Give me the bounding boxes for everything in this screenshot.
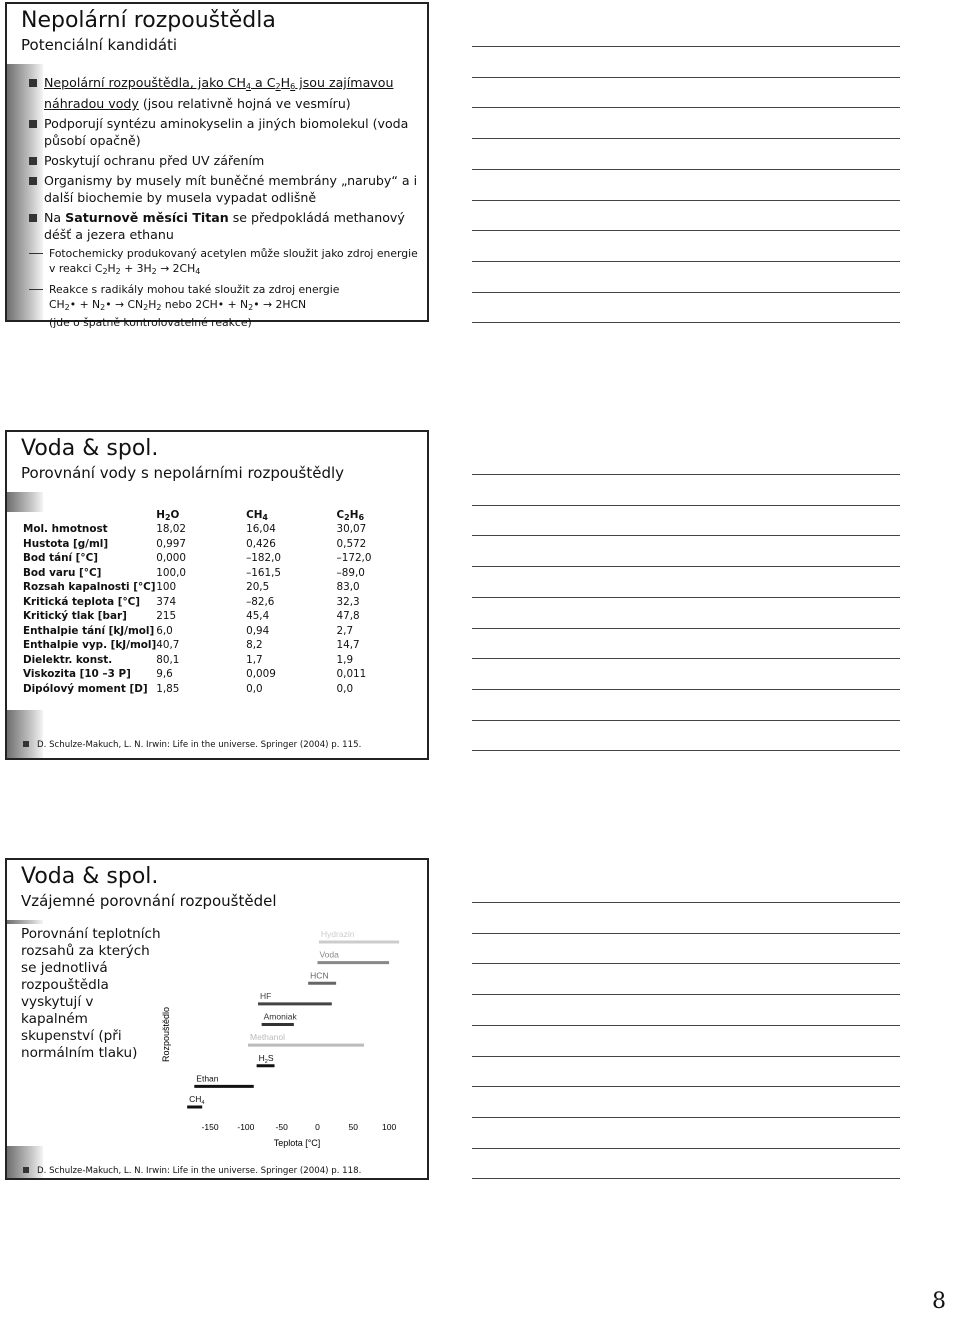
reference-note: D. Schulze-Makuch, L. N. Irwin: Life in the universe. Springer (2004) p. 115. (23, 740, 361, 750)
row-value: 0,009 (246, 668, 276, 681)
row-value: –182,0 (246, 552, 282, 565)
table-row (23, 595, 427, 610)
table-row (23, 551, 427, 566)
row-value: 1,85 (156, 682, 180, 695)
row-value: 2,7 (336, 624, 354, 637)
row-value: 20,5 (246, 581, 270, 594)
x-tick-label: -150 (201, 1122, 219, 1132)
row-label: Dielektr. konst. (23, 653, 113, 666)
row-value: 18,02 (156, 523, 186, 536)
table-row (23, 537, 427, 552)
note-line (472, 933, 900, 934)
row-value: 14,7 (336, 639, 360, 652)
bar-ch4 (187, 1106, 202, 1109)
row-value: –89,0 (336, 566, 365, 579)
note-line (472, 994, 900, 995)
slide-subtitle: Potenciální kandidáti (21, 36, 178, 54)
row-value: 0,94 (246, 624, 270, 637)
row-value: 100 (156, 581, 177, 594)
bar-label-methanol: Methanol (250, 1032, 285, 1043)
row-value: 0,0 (336, 682, 354, 695)
row-value: 0,011 (336, 668, 367, 681)
bar-amoniak (262, 1023, 294, 1026)
note-line (472, 474, 900, 475)
row-value: 30,07 (336, 523, 367, 536)
row-value: 83,0 (336, 581, 360, 594)
note-line (472, 230, 900, 231)
table-row (23, 609, 427, 624)
note-line (472, 1056, 900, 1057)
note-line (472, 1148, 900, 1149)
note-line (472, 535, 900, 536)
y-axis-label: Rozpouštědlo (161, 1006, 171, 1062)
bar-methanol (248, 1044, 364, 1047)
slide-voda-vzajemne (5, 858, 429, 1180)
slide-title: Voda & spol. (21, 864, 159, 889)
table-row (23, 682, 427, 697)
slide-decoration-bar (7, 920, 43, 924)
bar-hydrazin (319, 941, 399, 944)
row-value: 6,0 (156, 624, 173, 637)
slide-voda-porovnani (5, 430, 429, 760)
row-value: 80,1 (156, 653, 180, 666)
table-body (23, 522, 427, 696)
note-line (472, 46, 900, 47)
bar-label-voda: Voda (319, 949, 339, 960)
bar-hf (258, 1002, 332, 1005)
bullet-uv: Poskytují ochranu před UV zářením (27, 152, 421, 169)
note-line (472, 597, 900, 598)
x-axis-label: Teplota [°C] (273, 1138, 321, 1148)
row-value: 32,3 (336, 595, 360, 608)
bar-label-ch4: $CH_4$ (189, 1094, 205, 1106)
page-number: 8 (932, 1289, 946, 1314)
row-value: 100,0 (156, 566, 186, 579)
note-line (472, 689, 900, 690)
bullet-nepolarni: Nepolární rozpouštědla, jako $CH_4$ a $C_2H_6$ jsou zajímavou náhradou vody (jsou relativně hojná ve vesmíru) (27, 74, 421, 112)
row-label: Hustota [g/ml] (23, 537, 109, 550)
note-line (472, 1025, 900, 1026)
row-value: 0,000 (156, 552, 186, 565)
row-value: 0,426 (246, 537, 276, 550)
note-line (472, 658, 900, 659)
note-line (472, 963, 900, 964)
row-label: Rozsah kapalnosti [°C] (23, 581, 156, 594)
row-value: 40,7 (156, 639, 180, 652)
slide-subtitle: Vzájemné porovnání rozpouštědel (21, 892, 277, 910)
header-ch4: $CH_4$ (246, 509, 268, 522)
row-value: –82,6 (246, 595, 275, 608)
note-line (472, 292, 900, 293)
row-value: 1,9 (336, 653, 354, 666)
table-row (23, 653, 427, 668)
note-line (472, 138, 900, 139)
note-line (472, 1117, 900, 1118)
row-label: Kritický tlak [bar] (23, 610, 127, 623)
bar-label-hf: HF (260, 990, 272, 1001)
table-row (23, 580, 427, 595)
row-value: 0,997 (156, 537, 186, 550)
liquid-range-chart (147, 912, 417, 1152)
bar-label-h2s: $H_2S$ (258, 1052, 274, 1065)
row-value: 215 (156, 610, 177, 623)
row-label: Dipólový moment [D] (23, 682, 148, 695)
note-line (472, 200, 900, 201)
bullet-titan: Na Saturnově měsíci Titan se předpokládá methanový déšť a jezera ethanu (27, 209, 421, 243)
row-label: Kritická teplota [°C] (23, 595, 141, 608)
table-header-row (23, 502, 427, 522)
bullet-syntezu: Podporují syntézu aminokyselin a jiných biomolekul (voda působí opačně) (27, 115, 421, 149)
note-line (472, 1178, 900, 1179)
bar-voda (317, 961, 389, 964)
table-row (23, 638, 427, 653)
row-value: 47,8 (336, 610, 360, 623)
row-value: 8,2 (246, 639, 263, 652)
row-label: Bod varu [°C] (23, 566, 102, 579)
note-line (472, 169, 900, 170)
row-value: –161,5 (246, 566, 282, 579)
note-line (472, 77, 900, 78)
dash-acetylen: Fotochemicky produkovaný acetylen může sloužit jako zdroj energie v reakci $C_2H_2 + 3H_2 \to 2CH_4$ (27, 246, 421, 279)
bar-ethan (194, 1085, 253, 1088)
header-blank (23, 502, 156, 522)
bar-label-amoniak: Amoniak (263, 1011, 297, 1022)
header-c2h6: $C_2H_6$ (336, 509, 365, 522)
table-row (23, 522, 427, 537)
table-row (23, 667, 427, 682)
row-label: Bod tání [°C] (23, 552, 98, 565)
row-value: 45,4 (246, 610, 270, 623)
row-label: Enthalpie tání [kJ/mol] (23, 624, 155, 637)
table-row (23, 566, 427, 581)
slide-decoration-bar-bottom (7, 710, 43, 758)
bar-hcn (308, 982, 336, 985)
slide-title: Voda & spol. (21, 436, 159, 461)
row-value: 0,0 (246, 682, 263, 695)
x-tick-label: -50 (275, 1122, 288, 1132)
slide-description: Porovnání teplotních rozsahů za kterých se jednotlivá rozpouštědla vyskytují v kapalném skupenství (při normálním tlaku) (21, 926, 161, 1061)
note-line (472, 261, 900, 262)
x-tick-label: -100 (237, 1122, 255, 1132)
note-line (472, 566, 900, 567)
x-tick-label: 100 (382, 1122, 397, 1132)
bar-label-ethan: Ethan (196, 1073, 219, 1084)
bar-label-hydrazin: Hydrazin (320, 929, 355, 939)
note-line (472, 505, 900, 506)
x-tick-label: 0 (315, 1122, 320, 1132)
table-row (23, 624, 427, 639)
bar-label-hcn: HCN (310, 970, 329, 981)
note-line (472, 902, 900, 903)
row-value: 9,6 (156, 668, 173, 681)
properties-table (23, 502, 427, 696)
row-label: Viskozita [10 –3 P] (23, 668, 131, 681)
note-line (472, 720, 900, 721)
x-tick-label: 50 (348, 1122, 359, 1132)
bullet-membrany: Organismy by musely mít buněčné membrány „naruby“ a i další biochemie by musela vypadat odlišně (27, 172, 421, 206)
row-label: Enthalpie vyp. [kJ/mol] (23, 639, 157, 652)
note-line (472, 628, 900, 629)
row-value: 1,7 (246, 653, 263, 666)
slide-subtitle: Porovnání vody s nepolárními rozpouštědly (21, 464, 345, 482)
row-value: 16,04 (246, 523, 276, 536)
note-line (472, 750, 900, 751)
slide-title: Nepolární rozpouštědla (21, 8, 276, 33)
reference-note: D. Schulze-Makuch, L. N. Irwin: Life in the universe. Springer (2004) p. 118. (23, 1166, 361, 1176)
slide-nepolarni-rozpoustedla (5, 2, 429, 329)
row-value: 374 (156, 595, 177, 608)
note-line (472, 1086, 900, 1087)
slide-body (27, 74, 421, 330)
header-h2o: $H_2O$ (156, 509, 180, 522)
note-line (472, 107, 900, 108)
note-line (472, 322, 900, 323)
dash-radikaly: Reakce s radikály mohou také sloužit za zdroj energie $CH_2•$ + $N_2• \to CN_2H_2$ nebo 2CH• + $N_2• \to 2HCN$ (jde o špatně kontrolovatelné reakce) (27, 282, 421, 330)
row-label: Mol. hmotnost (23, 523, 108, 536)
row-value: 0,572 (336, 537, 367, 550)
row-value: –172,0 (336, 552, 372, 565)
